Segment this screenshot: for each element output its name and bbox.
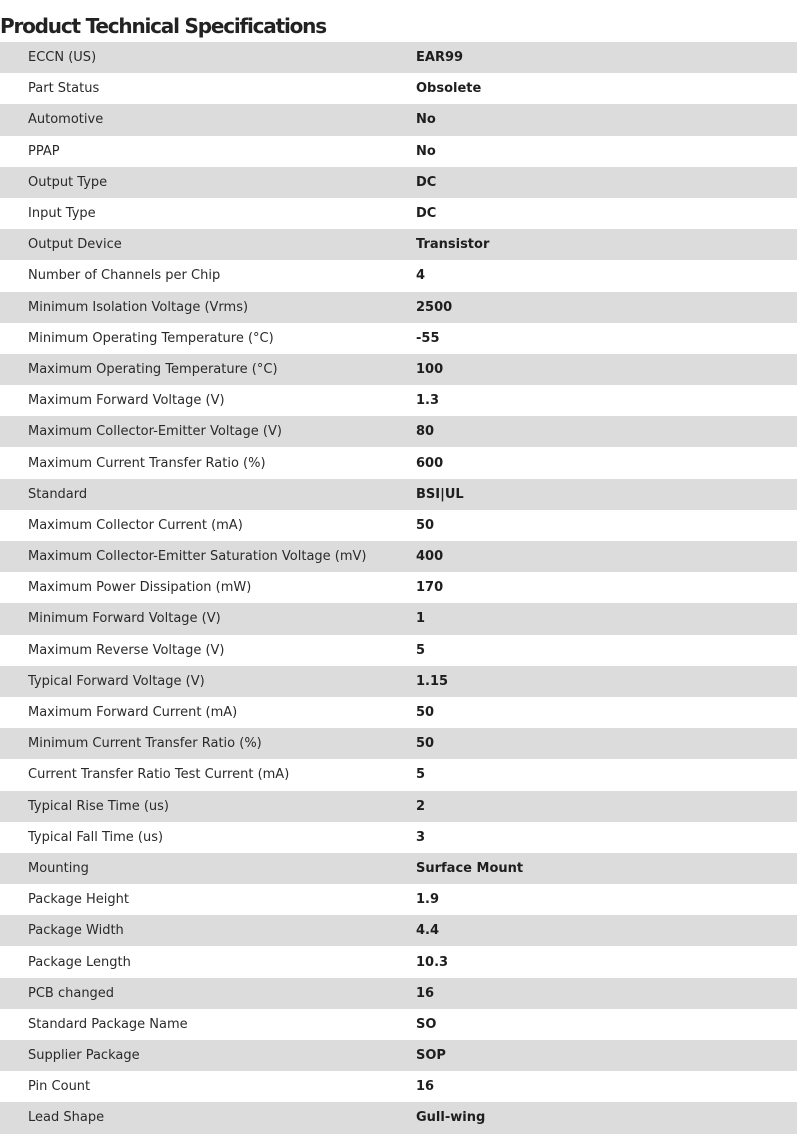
spec-row bbox=[0, 260, 797, 291]
spec-row bbox=[0, 447, 797, 478]
spec-label: Pin Count bbox=[0, 1071, 416, 1102]
spec-label: Maximum Collector Current (mA) bbox=[0, 510, 416, 541]
spec-row bbox=[0, 167, 797, 198]
spec-value: 80 bbox=[416, 416, 797, 447]
spec-label: Output Device bbox=[0, 229, 416, 260]
spec-value: 2 bbox=[416, 791, 797, 822]
spec-row bbox=[0, 1071, 797, 1102]
spec-label: Mounting bbox=[0, 853, 416, 884]
spec-value: Obsolete bbox=[416, 73, 797, 104]
spec-value: 1 bbox=[416, 603, 797, 634]
spec-label: Supplier Package bbox=[0, 1040, 416, 1071]
spec-row bbox=[0, 136, 797, 167]
spec-row bbox=[0, 666, 797, 697]
spec-label: Part Status bbox=[0, 73, 416, 104]
spec-row bbox=[0, 292, 797, 323]
spec-label: Current Transfer Ratio Test Current (mA) bbox=[0, 759, 416, 790]
spec-value: Transistor bbox=[416, 229, 797, 260]
spec-value: 1.9 bbox=[416, 884, 797, 915]
spec-value: BSI|UL bbox=[416, 479, 797, 510]
spec-row bbox=[0, 385, 797, 416]
spec-row bbox=[0, 635, 797, 666]
spec-row bbox=[0, 198, 797, 229]
spec-row bbox=[0, 42, 797, 73]
spec-label: Maximum Operating Temperature (°C) bbox=[0, 354, 416, 385]
spec-value: 10.3 bbox=[416, 946, 797, 977]
page-title: Product Technical Specifications bbox=[0, 14, 326, 39]
spec-row bbox=[0, 104, 797, 135]
spec-value: 170 bbox=[416, 572, 797, 603]
spec-value: No bbox=[416, 136, 797, 167]
spec-row bbox=[0, 759, 797, 790]
spec-label: Automotive bbox=[0, 104, 416, 135]
spec-row bbox=[0, 791, 797, 822]
spec-label: Typical Fall Time (us) bbox=[0, 822, 416, 853]
spec-value: DC bbox=[416, 167, 797, 198]
spec-row bbox=[0, 73, 797, 104]
spec-table-body bbox=[0, 42, 797, 1134]
spec-row bbox=[0, 1009, 797, 1040]
spec-row bbox=[0, 323, 797, 354]
spec-row bbox=[0, 884, 797, 915]
spec-label: Number of Channels per Chip bbox=[0, 260, 416, 291]
spec-value: 3 bbox=[416, 822, 797, 853]
spec-row bbox=[0, 229, 797, 260]
spec-value: 5 bbox=[416, 759, 797, 790]
spec-label: Maximum Power Dissipation (mW) bbox=[0, 572, 416, 603]
spec-row bbox=[0, 853, 797, 884]
spec-row bbox=[0, 572, 797, 603]
spec-value: 4 bbox=[416, 260, 797, 291]
spec-label: Standard Package Name bbox=[0, 1009, 416, 1040]
spec-label: PCB changed bbox=[0, 978, 416, 1009]
spec-row bbox=[0, 697, 797, 728]
spec-label: Minimum Operating Temperature (°C) bbox=[0, 323, 416, 354]
spec-value: EAR99 bbox=[416, 42, 797, 73]
spec-row bbox=[0, 416, 797, 447]
spec-label: Typical Rise Time (us) bbox=[0, 791, 416, 822]
spec-label: Typical Forward Voltage (V) bbox=[0, 666, 416, 697]
spec-label: Lead Shape bbox=[0, 1102, 416, 1133]
spec-row bbox=[0, 510, 797, 541]
spec-value: Surface Mount bbox=[416, 853, 797, 884]
spec-value: 5 bbox=[416, 635, 797, 666]
spec-row bbox=[0, 354, 797, 385]
spec-value: 16 bbox=[416, 978, 797, 1009]
spec-value: 50 bbox=[416, 697, 797, 728]
spec-row bbox=[0, 978, 797, 1009]
spec-value: -55 bbox=[416, 323, 797, 354]
spec-row bbox=[0, 915, 797, 946]
spec-row bbox=[0, 1102, 797, 1133]
spec-label: Minimum Current Transfer Ratio (%) bbox=[0, 728, 416, 759]
spec-label: Maximum Collector-Emitter Voltage (V) bbox=[0, 416, 416, 447]
spec-value: SO bbox=[416, 1009, 797, 1040]
spec-label: Package Length bbox=[0, 946, 416, 977]
spec-value: 400 bbox=[416, 541, 797, 572]
spec-value: 1.15 bbox=[416, 666, 797, 697]
spec-label: PPAP bbox=[0, 136, 416, 167]
spec-row bbox=[0, 946, 797, 977]
spec-label: Output Type bbox=[0, 167, 416, 198]
spec-value: 4.4 bbox=[416, 915, 797, 946]
spec-value: 600 bbox=[416, 447, 797, 478]
spec-label: Standard bbox=[0, 479, 416, 510]
spec-value: 50 bbox=[416, 510, 797, 541]
spec-row bbox=[0, 728, 797, 759]
spec-value: 16 bbox=[416, 1071, 797, 1102]
spec-value: SOP bbox=[416, 1040, 797, 1071]
spec-row bbox=[0, 603, 797, 634]
spec-label: Maximum Reverse Voltage (V) bbox=[0, 635, 416, 666]
spec-label: ECCN (US) bbox=[0, 42, 416, 73]
spec-label: Package Height bbox=[0, 884, 416, 915]
spec-label: Input Type bbox=[0, 198, 416, 229]
spec-label: Maximum Forward Voltage (V) bbox=[0, 385, 416, 416]
spec-value: No bbox=[416, 104, 797, 135]
spec-value: DC bbox=[416, 198, 797, 229]
spec-row bbox=[0, 479, 797, 510]
spec-label: Minimum Isolation Voltage (Vrms) bbox=[0, 292, 416, 323]
spec-table bbox=[0, 42, 797, 1134]
spec-value: 100 bbox=[416, 354, 797, 385]
spec-value: 2500 bbox=[416, 292, 797, 323]
spec-value: 1.3 bbox=[416, 385, 797, 416]
spec-label: Minimum Forward Voltage (V) bbox=[0, 603, 416, 634]
spec-value: Gull-wing bbox=[416, 1102, 797, 1133]
spec-row bbox=[0, 1040, 797, 1071]
spec-value: 50 bbox=[416, 728, 797, 759]
spec-label: Package Width bbox=[0, 915, 416, 946]
spec-label: Maximum Current Transfer Ratio (%) bbox=[0, 447, 416, 478]
spec-label: Maximum Forward Current (mA) bbox=[0, 697, 416, 728]
spec-label: Maximum Collector-Emitter Saturation Voltage (mV) bbox=[0, 541, 416, 572]
spec-row bbox=[0, 822, 797, 853]
spec-row bbox=[0, 541, 797, 572]
